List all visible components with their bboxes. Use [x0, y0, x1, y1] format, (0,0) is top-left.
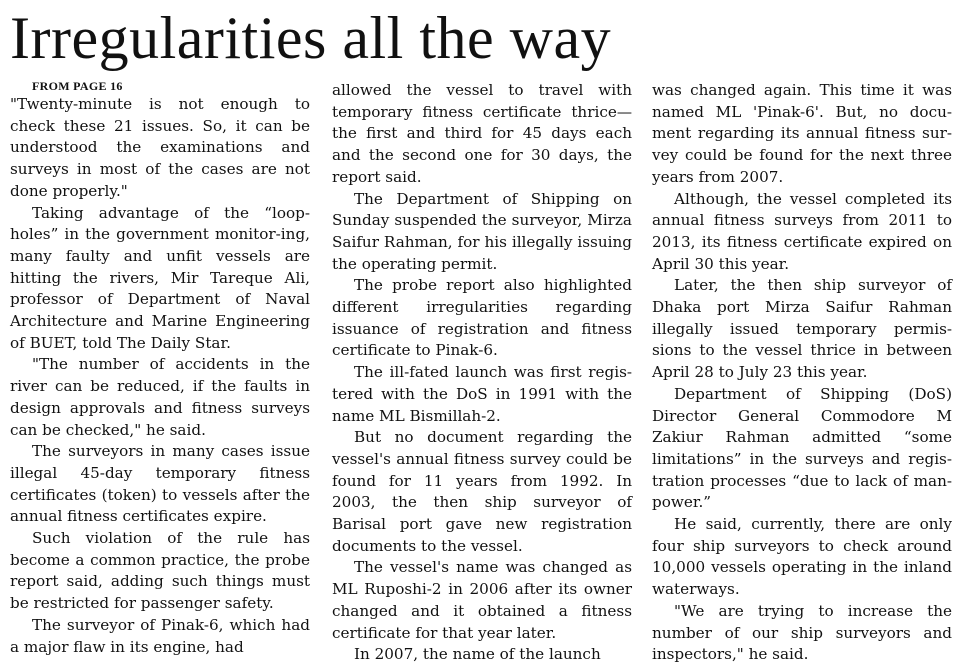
paragraph: The vessel's name was changed as ML Ruposhi-2 in 2006 after its owner changed and it obtained a fitness certificate for that year later.: [332, 558, 632, 642]
paragraph: Such violation of the rule has become a common practice, the probe report said, adding such things must be restricted for passenger safety.: [10, 529, 310, 613]
paragraph: He said, currently, there are only four ship surveyors to check around 10,000 vessels operating in the inland waterways.: [652, 515, 952, 599]
paragraph: Later, the then ship surveyor of Dhaka port Mirza Saifur Rahman illegally issued temporary permis-sions to the vessel thrice in between April 28 to July 23 this year.: [652, 276, 952, 382]
paragraph: Taking advantage of the “loop-holes” in the government monitor-ing, many faulty and unfit vessels are hitting the rivers, Mir Tareque Ali, professor of Department of Naval Architecture and Marine Engineering of BUET, told The Daily Star.: [10, 203, 310, 352]
article-column-1: [10, 78, 310, 658]
paragraph: The probe report also highlighted different irregularities regarding issuance of registration and fitness certificate to Pinak-6.: [332, 276, 632, 360]
headline: Irregularities all the way: [10, 5, 612, 71]
article-column-3: [652, 80, 952, 666]
paragraph: Although, the vessel completed its annual fitness surveys from 2011 to 2013, its fitness certificate expired on April 30 this year.: [652, 189, 952, 273]
article-column-2: [332, 80, 632, 666]
paragraph: "The number of accidents in the river can be reduced, if the faults in design approvals and fitness surveys can be checked," he said.: [10, 355, 310, 439]
paragraph: "Twenty-minute is not enough to check these 21 issues. So, it can be understood the examinations and surveys in most of the cases are not done properly.": [10, 95, 310, 200]
paragraph: was changed again. This time it was named ML 'Pinak-6'. But, no docu-ment regarding its annual fitness sur-vey could be found for the next three years from 2007.: [652, 81, 952, 186]
paragraph: The surveyor of Pinak-6, which had a major flaw in its engine, had: [10, 615, 310, 656]
paragraph: The ill-fated launch was first regis-tered with the DoS in 1991 with the name ML Bismillah-2.: [332, 363, 632, 425]
paragraph: Department of Shipping (DoS) Director General Commodore M Zakiur Rahman admitted “some limitations” in the surveys and regis-tration processes “due to lack of man-power.”: [652, 384, 952, 512]
paragraph: In 2007, the name of the launch: [354, 645, 601, 664]
paragraph: allowed the vessel to travel with temporary fitness certificate thrice—the first and third for 45 days each and the second one for 30 days, the report said.: [332, 81, 632, 186]
paragraph: The surveyors in many cases issue illegal 45-day temporary fitness certificates (token) to vessels after the annual fitness certificates expire.: [10, 442, 310, 526]
paragraph: The Department of Shipping on Sunday suspended the surveyor, Mirza Saifur Rahman, for his illegally issuing the operating permit.: [332, 189, 632, 273]
continued-from-label: FROM PAGE 16: [32, 79, 123, 93]
paragraph: But no document regarding the vessel's annual fitness survey could be found for 11 years from 1992. In 2003, the then ship surveyor of Barisal port gave new registration documents to the vessel.: [332, 428, 632, 555]
paragraph: "We are trying to increase the number of our ship surveyors and inspectors," he said.: [652, 601, 952, 664]
